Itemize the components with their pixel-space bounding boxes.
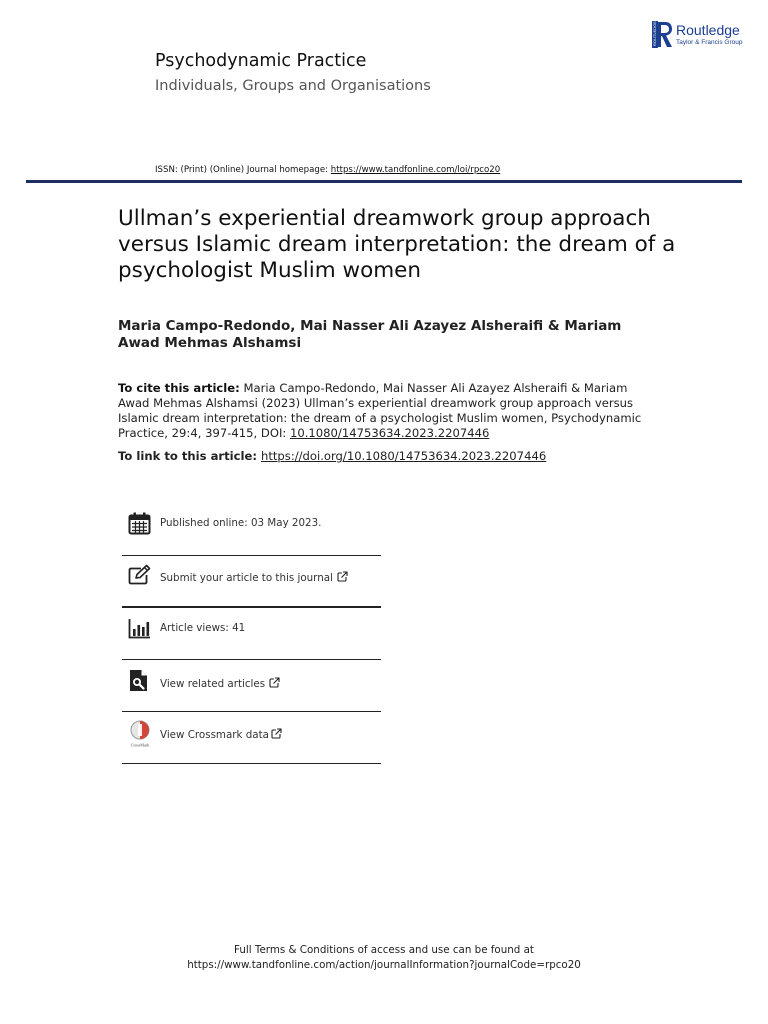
routledge-r-logo-icon: [652, 21, 672, 48]
publisher-logo[interactable]: [652, 20, 752, 50]
citation-doi-link[interactable]: 10.1080/14753634.2023.2207446: [289, 426, 490, 440]
citation-label: To cite this article:: [118, 381, 240, 395]
external-link-icon: [337, 571, 348, 582]
footer-terms-text: Full Terms & Conditions of access and use can be found at: [234, 944, 534, 956]
document-search-icon: [128, 669, 151, 692]
bar-chart-icon: [128, 617, 151, 640]
article-views-text: Article views: 41: [160, 622, 246, 634]
footer: [0, 943, 768, 973]
submit-article-text: Submit your article to this journal: [160, 572, 333, 584]
submit-article-link[interactable]: [160, 571, 348, 584]
article-link-line: [118, 449, 546, 463]
external-link-icon: [271, 728, 282, 739]
publisher-name: Routledge: [676, 22, 740, 38]
edit-icon: [128, 564, 151, 587]
article-authors: Maria Campo-Redondo, Mai Nasser Ali Azayez Alsheraifi & Mariam Awad Mehmas Alshamsi: [118, 318, 622, 351]
crossmark-row[interactable]: [122, 712, 381, 764]
related-articles-link[interactable]: [160, 677, 280, 690]
citation-block: [118, 381, 648, 441]
crossmark-badge-text: CrossMark: [130, 742, 150, 748]
footer-terms-url[interactable]: https://www.tandfonline.com/action/journalInformation?journalCode=rpco20: [187, 959, 581, 971]
publisher-tagline: Taylor & Francis Group: [676, 39, 743, 46]
published-online-text: Published online: 03 May 2023.: [160, 517, 322, 529]
external-link-icon: [269, 677, 280, 688]
crossmark-icon: [127, 720, 153, 748]
related-articles-text: View related articles: [160, 678, 266, 690]
published-online-row: [122, 507, 381, 556]
link-label: To link to this article:: [118, 449, 257, 463]
citation-text: Maria Campo-Redondo, Mai Nasser Ali Azayez Alsheraifi & Mariam Awad Mehmas Alshamsi (2023) Ullman’s experiential dreamwork group approach versus Islamic dream interpretation: the dream of a psychologist Muslim women, Psychodynamic Practice, 29:4, 397-415, DOI:: [118, 381, 642, 440]
issn-text: ISSN: (Print) (Online) Journal homepage:: [155, 165, 331, 175]
article-title: Ullman’s experiential dreamwork group approach versus Islamic dream interpretation: the dream of a psychologist Muslim women: [118, 206, 676, 283]
issn-line: [155, 165, 500, 175]
article-views-row: [122, 608, 381, 660]
divider: [122, 763, 381, 764]
calendar-icon: [128, 512, 151, 535]
header-rule: [26, 180, 742, 183]
article-info-box: [122, 507, 381, 764]
journal-title: Psychodynamic Practice: [155, 51, 367, 71]
crossmark-link[interactable]: [160, 728, 282, 741]
submit-article-row[interactable]: [122, 556, 381, 608]
article-doi-link[interactable]: https://doi.org/10.1080/14753634.2023.2207446: [260, 449, 547, 463]
journal-subtitle: Individuals, Groups and Organisations: [155, 78, 431, 94]
journal-homepage-link[interactable]: https://www.tandfonline.com/loi/rpco20: [330, 165, 501, 175]
spine-text: ROUTLEDGE: [652, 21, 657, 46]
crossmark-text: View Crossmark data: [160, 729, 269, 741]
related-articles-row[interactable]: [122, 660, 381, 712]
